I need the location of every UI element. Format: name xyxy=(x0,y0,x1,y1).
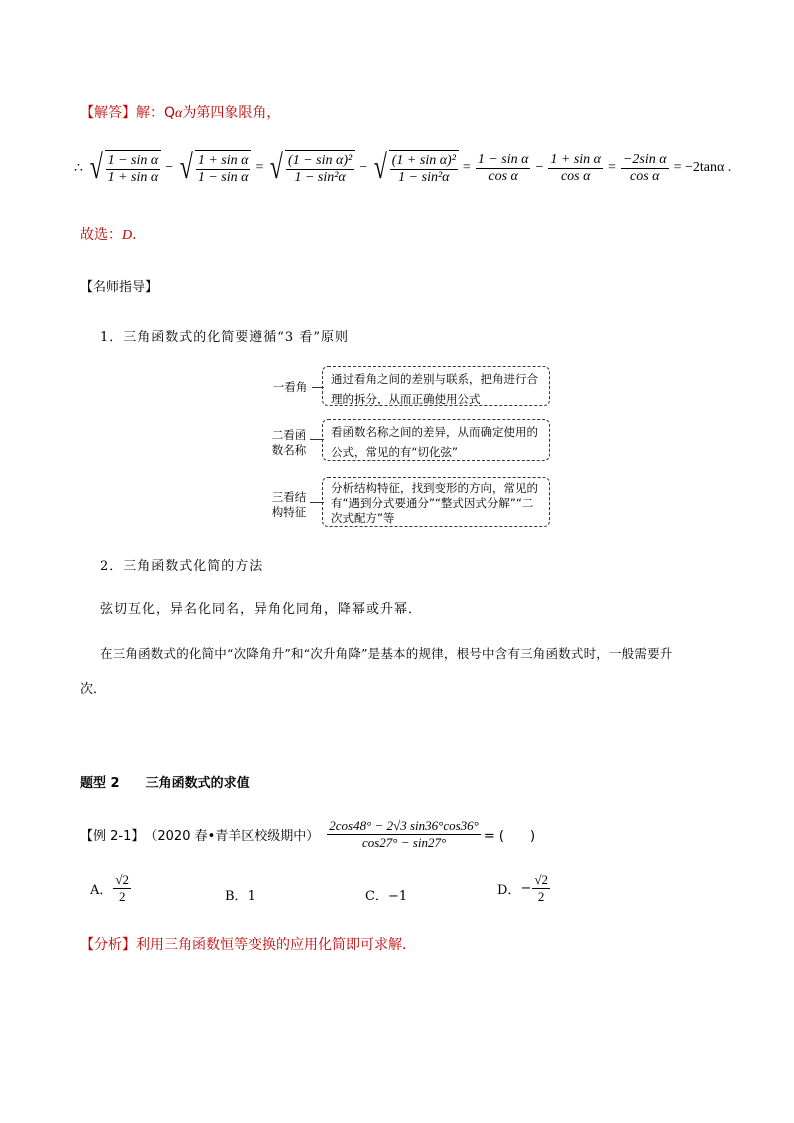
option-a-letter: A． xyxy=(90,883,113,898)
option-d[interactable]: D． − $\frac{√2}{2}$ xyxy=(497,872,548,904)
section-title: 题型 2 三角函数式的求值 xyxy=(80,776,250,791)
map-label-structure: 三看结构特征 xyxy=(271,490,307,519)
equation-result: = −2tanα . xyxy=(673,160,732,175)
map-label-angle: 一看角 xyxy=(272,380,308,394)
guide-item-1: 1．三角函数式的化简要遵循“3 看”原则 xyxy=(100,330,349,345)
map-box-structure: 分析结构特征，找到变形的方向，常见的有“遇到分式要通分”“整式因式分解”“二次式配方”等 xyxy=(322,477,550,527)
option-c[interactable] xyxy=(365,885,407,904)
option-b-value: 1 xyxy=(247,889,256,904)
example-line xyxy=(80,818,535,851)
fraction-1: $\frac{\text{1 − sin α}}{\text{cos α}}$ xyxy=(477,151,529,184)
example-source: （2020 春•青羊区校级期中） xyxy=(144,829,320,844)
choose-end: . xyxy=(132,227,137,243)
fraction-2: $\frac{\text{1 + sin α}}{\text{cos α}}$ xyxy=(550,151,602,184)
option-a[interactable] xyxy=(90,872,132,905)
example-fraction xyxy=(327,818,481,851)
option-d-value: $\frac{√2}{2}$ xyxy=(534,872,548,904)
radical-3: √ $\frac{\text{(1 − sin α)²}}{\text{1 − sin²α}}$ xyxy=(267,150,355,186)
answer-line xyxy=(80,102,280,122)
example-denominator: cos27° − sin27° xyxy=(361,835,447,850)
choose-value: D xyxy=(122,228,133,243)
option-d-letter: D． xyxy=(497,883,521,898)
analysis-label: 【分析】 xyxy=(80,937,136,953)
because-symbol: Q xyxy=(164,105,176,121)
choose-label: 故选： xyxy=(80,227,122,243)
example-tail: = ( ) xyxy=(483,829,536,844)
answer-intro: 解： xyxy=(136,105,164,121)
analysis-line xyxy=(80,934,416,954)
simplification-equation: ∴ √ $\frac{\text{1 − sin α}}{\text{1 + sin α}}$ − √ $\frac{\text{1 + sin α}}{\text{1 − sin α}}$ = √ $\frac{\text{(1 − sin α)²}}{\text{1 − sin²α}}$ − √ $\frac{\text{(1 + sin α)²}}{\text{1 − sin²α}}$ = $\frac{\text{1 − sin α}}{\text{cos α}}$ − $\frac{\text{1 + sin α}}{\text{cos α}}$ = $\frac{\text{−2sin α}}{\text{cos α}}$ = −2tanα . xyxy=(70,150,735,186)
guide-item-2: 2．三角函数式化简的方法 xyxy=(100,559,264,574)
example-label: 【例 2-1】 xyxy=(80,829,145,844)
option-c-letter: C． xyxy=(365,889,388,904)
option-a-value: $\frac{√2}{2}$ xyxy=(115,872,130,904)
fraction-3: $\frac{\text{−2sin α}}{\text{cos α}}$ xyxy=(622,151,667,184)
example-numerator: 2cos48° − 2√3 sin36°cos36° xyxy=(329,818,479,833)
guide-methods: 弦切互化，异名化同名，异角化同角，降幂或升幂． xyxy=(100,602,423,617)
map-box-function-name: 看函数名称之间的差异，从而确定使用的公式，常见的有“切化弦” xyxy=(322,419,550,461)
therefore-symbol: ∴ xyxy=(74,160,83,176)
guide-title: 【名师指导】 xyxy=(80,280,159,295)
radical-2: √ $\frac{\text{1 + sin α}}{\text{1 − sin α}}$ xyxy=(177,150,251,186)
map-label-function-name: 二看函数名称 xyxy=(271,428,307,457)
radical-4: √ $\frac{\text{(1 + sin α)²}}{\text{1 − sin²α}}$ xyxy=(371,150,459,186)
answer-label: 【解答】 xyxy=(80,105,136,121)
radical-1: √ $\frac{\text{1 − sin α}}{\text{1 + sin α}}$ xyxy=(87,150,161,186)
option-c-value: −1 xyxy=(387,889,408,904)
answer-condition: 为第四象限角， xyxy=(182,105,281,121)
analysis-text: 利用三角函数恒等变换的应用化简即可求解． xyxy=(136,937,416,953)
alpha-symbol: α xyxy=(175,106,183,121)
option-b-letter: B． xyxy=(225,889,248,904)
guide-rule-line-2: 次． xyxy=(80,682,107,697)
guide-rule-line-1: 在三角函数式的化简中“次降角升”和“次升角降”是基本的规律，根号中含有三角函数式时，一般需要升 xyxy=(100,646,673,661)
choose-line xyxy=(80,224,137,244)
option-b[interactable] xyxy=(225,885,256,904)
map-box-angle: 通过看角之间的差别与联系，把角进行合理的拆分，从而正确使用公式 xyxy=(322,366,550,406)
